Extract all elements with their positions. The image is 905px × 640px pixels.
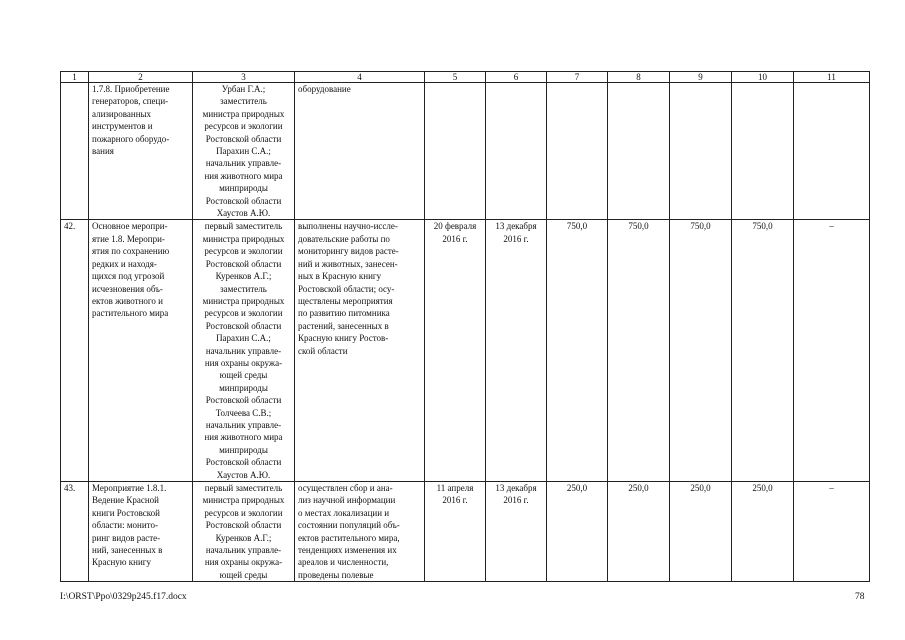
cell-line: 2016 г. — [442, 233, 468, 244]
end-date-cell — [486, 482, 547, 582]
cell-line: 2016 г. — [503, 233, 529, 244]
cell-line: Ростовской области — [205, 395, 282, 406]
value-cell-10: 750,0 — [732, 220, 794, 482]
header-cell: 1 — [61, 72, 89, 83]
cell-line: проведены полевые — [298, 569, 374, 580]
end-date-cell — [486, 83, 547, 220]
cell-line: Толчеева С.В.; — [215, 407, 272, 418]
cell-line: начальник управле- — [205, 419, 282, 430]
value-cell-11 — [794, 83, 870, 220]
cell-line: ния охраны окружа- — [204, 357, 283, 368]
cell-line: ресурсов и экологии — [204, 121, 283, 132]
cell-line: Хаустов А.Ю. — [216, 208, 271, 219]
value-cell-8: 250,0 — [608, 482, 670, 582]
table-row — [61, 83, 870, 220]
value-cell-7: 250,0 — [547, 482, 608, 582]
cell-line: заместитель — [220, 96, 267, 107]
header-cell: 10 — [732, 72, 794, 83]
cell-line: мониторингу видов расте- — [298, 246, 399, 257]
cell-line: 11 апреля — [436, 483, 474, 493]
cell-line: ектов растительного мира, — [298, 532, 400, 543]
page-number: 78 — [855, 592, 865, 602]
value-cell-10 — [732, 83, 794, 220]
cell-line: по развитию питомника — [298, 308, 390, 319]
header-row — [61, 72, 870, 83]
start-date-cell — [425, 220, 486, 482]
cell-line: ний, занесенных в — [92, 545, 163, 556]
cell-line: Куренков А.Г.; — [215, 271, 272, 282]
cell-line: министра природных — [202, 495, 285, 506]
cell-line: минприроды — [219, 444, 268, 455]
cell-line: инструментов и — [92, 121, 153, 132]
cell-line: ных в Красную книгу — [298, 271, 382, 282]
value-cell-11: – — [794, 220, 870, 482]
value-cell-9: 250,0 — [670, 482, 732, 582]
header-cell: 6 — [486, 72, 547, 83]
value-cell-8 — [608, 83, 670, 220]
cell-line: первый заместитель — [204, 221, 283, 232]
table-row — [61, 482, 870, 582]
cell-line: Красную книгу — [92, 557, 151, 568]
result-cell — [295, 83, 425, 220]
document-table — [60, 71, 870, 582]
cell-line: ющей среды — [219, 370, 268, 381]
cell-line: исчезновения объ- — [92, 283, 163, 294]
value-cell-9 — [670, 83, 732, 220]
header-cell: 2 — [89, 72, 193, 83]
cell-line: Ростовской области; осу- — [298, 283, 395, 294]
event-name-cell — [89, 83, 193, 220]
cell-line: Ростовской области — [205, 195, 282, 206]
event-name-cell — [89, 220, 193, 482]
cell-line: Основное меропри- — [92, 221, 168, 232]
cell-line: Ростовской области — [205, 133, 282, 144]
value-cell-7 — [547, 83, 608, 220]
cell-line: начальник управле- — [205, 158, 282, 169]
cell-line: 20 февраля — [433, 221, 477, 232]
cell-line: Красную книгу Ростов- — [298, 333, 389, 344]
cell-line: заместитель — [220, 283, 267, 294]
cell-line: 2016 г. — [503, 495, 529, 506]
cell-line: о местах локализации и — [298, 507, 390, 518]
cell-line: минприроды — [219, 382, 268, 393]
value-cell-11: – — [794, 482, 870, 582]
row-number-cell: 43. — [61, 482, 89, 582]
cell-line: минприроды — [219, 183, 268, 194]
start-date-cell — [425, 83, 486, 220]
cell-line: начальник управле- — [205, 345, 282, 356]
value-cell-8: 750,0 — [608, 220, 670, 482]
cell-line: министра природных — [202, 108, 285, 119]
header-cell: 5 — [425, 72, 486, 83]
cell-line: ний и животных, занесен- — [298, 258, 398, 269]
cell-line: растений, занесенных в — [298, 320, 389, 331]
result-cell — [295, 482, 425, 582]
cell-line: состоянии популяций объ- — [298, 520, 400, 531]
cell-line: 13 декабря — [495, 221, 537, 232]
cell-line: Парахин С.А.; — [216, 146, 271, 157]
responsible-cell — [193, 482, 295, 582]
cell-line: 1.7.8. Приобретение — [92, 84, 170, 94]
event-name-cell — [89, 482, 193, 582]
start-date-cell — [425, 482, 486, 582]
cell-line: Хаустов А.Ю. — [216, 469, 271, 480]
value-cell-10: 250,0 — [732, 482, 794, 582]
responsible-cell — [193, 220, 295, 482]
cell-line: Куренков А.Г.; — [215, 532, 272, 543]
cell-line: 13 декабря — [495, 483, 537, 493]
cell-line: ющей среды — [219, 569, 268, 580]
end-date-cell — [486, 220, 547, 482]
cell-line: довательские работы по — [298, 233, 390, 244]
cell-line: Ростовской области — [205, 258, 282, 269]
cell-line: ния охраны окружа- — [204, 557, 283, 568]
cell-line: щихся под угрозой — [92, 271, 165, 282]
cell-line: растительного мира — [92, 308, 169, 319]
footer-file-path: I:\ORST\Ppo\0329p245.f17.docx — [60, 592, 187, 602]
cell-line: пожарного оборудо- — [92, 133, 170, 144]
header-cell: 3 — [193, 72, 295, 83]
value-cell-9: 750,0 — [670, 220, 732, 482]
cell-line: ресурсов и экологии — [204, 507, 283, 518]
row-number-cell: 42. — [61, 220, 89, 482]
cell-line: Ведение Красной — [92, 495, 159, 506]
table-row — [61, 220, 870, 482]
cell-line: Ростовской области — [205, 520, 282, 531]
header-cell: 9 — [670, 72, 732, 83]
cell-line: выполнены научно-иссле- — [298, 221, 398, 232]
value-cell-7: 750,0 — [547, 220, 608, 482]
cell-line: вания — [92, 146, 114, 157]
cell-line: ринг видов расте- — [92, 532, 161, 543]
cell-line: ализированных — [92, 108, 152, 119]
responsible-cell — [193, 83, 295, 220]
cell-line: Ростовской области — [205, 457, 282, 468]
cell-line: тенденциях изменения их — [298, 545, 397, 556]
cell-line: Урбан Г.А.; — [221, 84, 266, 94]
cell-line: 2016 г. — [442, 495, 468, 506]
cell-line: министра природных — [202, 233, 285, 244]
cell-line: ятия по сохранению — [92, 246, 170, 257]
row-number-cell — [61, 83, 89, 220]
cell-line: ектов животного и — [92, 295, 163, 306]
cell-line: ареалов и численности, — [298, 557, 389, 568]
result-cell — [295, 220, 425, 482]
cell-line: ресурсов и экологии — [204, 246, 283, 257]
cell-line: ской области — [298, 345, 348, 356]
header-cell: 7 — [547, 72, 608, 83]
cell-line: лиз научной информации — [298, 495, 396, 506]
cell-line: Мероприятие 1.8.1. — [92, 483, 167, 493]
cell-line: книги Ростовской — [92, 507, 161, 518]
cell-line: начальник управле- — [205, 545, 282, 556]
cell-line: министра природных — [202, 295, 285, 306]
cell-line: ния животного мира — [204, 432, 283, 443]
cell-line: области: монито- — [92, 520, 158, 531]
cell-line: оборудование — [298, 84, 351, 94]
cell-line: генераторов, специ- — [92, 96, 169, 107]
cell-line: Парахин С.А.; — [216, 333, 271, 344]
cell-line: ятие 1.8. Меропри- — [92, 233, 165, 244]
header-cell: 11 — [794, 72, 870, 83]
cell-line: ресурсов и экологии — [204, 308, 283, 319]
cell-line: редких и находя- — [92, 258, 157, 269]
header-cell: 8 — [608, 72, 670, 83]
header-cell: 4 — [295, 72, 425, 83]
cell-line: ния животного мира — [204, 170, 283, 181]
cell-line: осуществлен сбор и ана- — [298, 483, 393, 493]
cell-line: Ростовской области — [205, 320, 282, 331]
cell-line: ществлены мероприятия — [298, 295, 393, 306]
cell-line: первый заместитель — [204, 483, 283, 493]
